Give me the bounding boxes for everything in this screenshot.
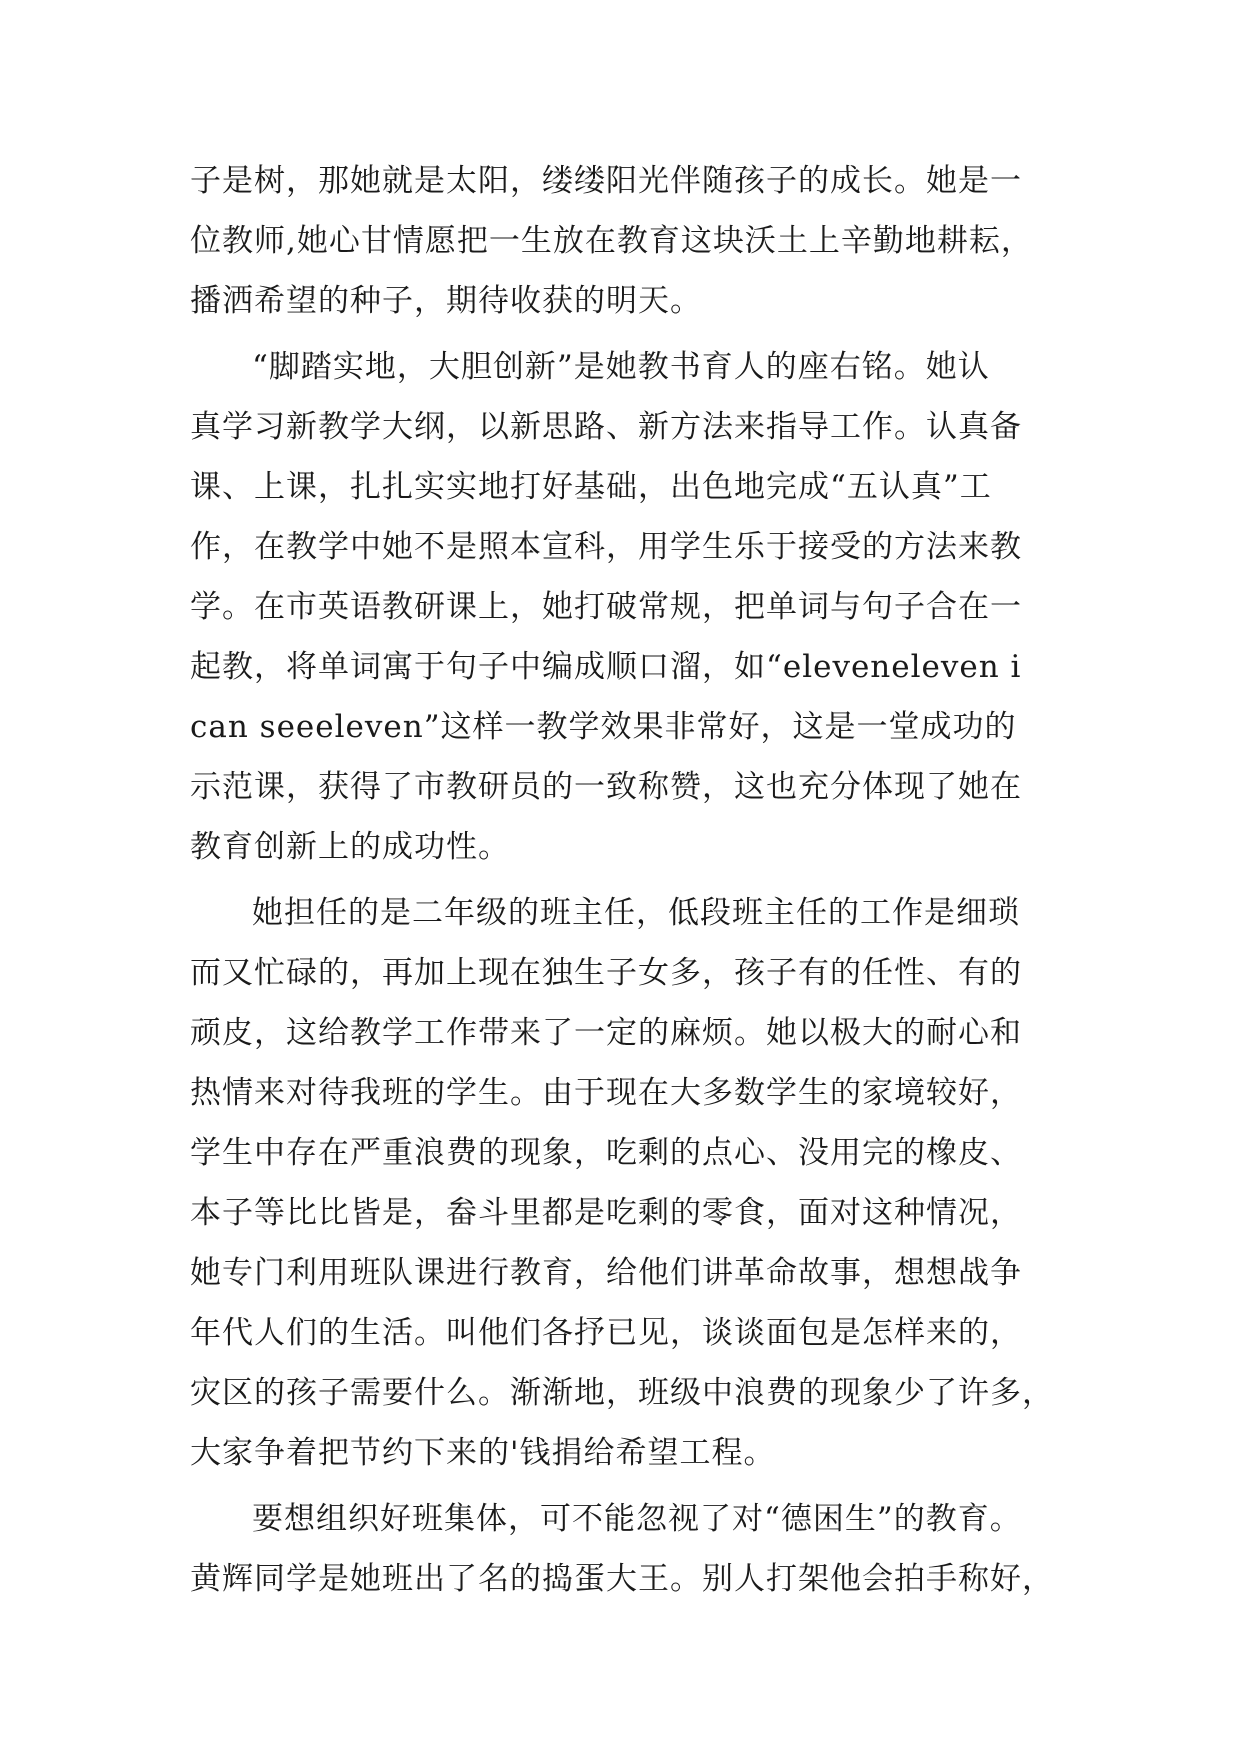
text-line: 示范课，获得了市教研员的一致称赞，这也充分体现了她在 xyxy=(190,769,1022,805)
text-line: 子是树，那她就是太阳，缕缕阳光伴随孩子的成长。她是一 xyxy=(190,163,1022,199)
text-line: 要想组织好班集体，可不能忽视了对“德困生”的教育。 xyxy=(252,1501,1022,1537)
text-line: 课、上课，扎扎实实地打好基础，出色地完成“五认真”工 xyxy=(190,469,992,505)
text-line: 教育创新上的成功性。 xyxy=(190,829,510,865)
text-line: 灾区的孩子需要什么。渐渐地，班级中浪费的现象少了许多， xyxy=(190,1375,1054,1411)
text-line: 热情来对待我班的学生。由于现在大多数学生的家境较好， xyxy=(190,1075,1022,1111)
text-line: 起教，将单词寓于句子中编成顺口溜，如“eleveneleven i xyxy=(190,649,1022,685)
text-line: 她专门利用班队课进行教育，给他们讲革命故事，想想战争 xyxy=(190,1255,1022,1291)
text-line: “脚踏实地，大胆创新”是她教书育人的座右铭。她认 xyxy=(252,349,990,385)
text-line: 顽皮，这给教学工作带来了一定的麻烦。她以极大的耐心和 xyxy=(190,1015,1022,1051)
text-line: 播洒希望的种子，期待收获的明天。 xyxy=(190,283,702,319)
text-line: 位教师,她心甘情愿把一生放在教育这块沃土上辛勤地耕耘， xyxy=(190,223,1033,259)
text-line: 她担任的是二年级的班主任，低段班主任的工作是细琐 xyxy=(252,895,1020,931)
text-line: can seeeleven”这样一教学效果非常好，这是一堂成功的 xyxy=(190,709,1017,745)
text-line: 而又忙碌的，再加上现在独生子女多，孩子有的任性、有的 xyxy=(190,955,1022,991)
text-line: 大家争着把节约下来的'钱捐给希望工程。 xyxy=(190,1435,776,1471)
document-body xyxy=(190,151,1090,1609)
text-line: 真学习新教学大纲，以新思路、新方法来指导工作。认真备 xyxy=(190,409,1022,445)
text-line: 作，在教学中她不是照本宣科，用学生乐于接受的方法来教 xyxy=(190,529,1022,565)
text-line: 学。在市英语教研课上，她打破常规，把单词与句子合在一 xyxy=(190,589,1022,625)
text-line: 黄辉同学是她班出了名的捣蛋大王。别人打架他会拍手称好， xyxy=(190,1561,1054,1597)
text-line: 学生中存在严重浪费的现象，吃剩的点心、没用完的橡皮、 xyxy=(190,1135,1022,1171)
text-line: 本子等比比皆是，畚斗里都是吃剩的零食，面对这种情况， xyxy=(190,1195,1022,1231)
text-line: 年代人们的生活。叫他们各抒已见，谈谈面包是怎样来的， xyxy=(190,1315,1022,1351)
